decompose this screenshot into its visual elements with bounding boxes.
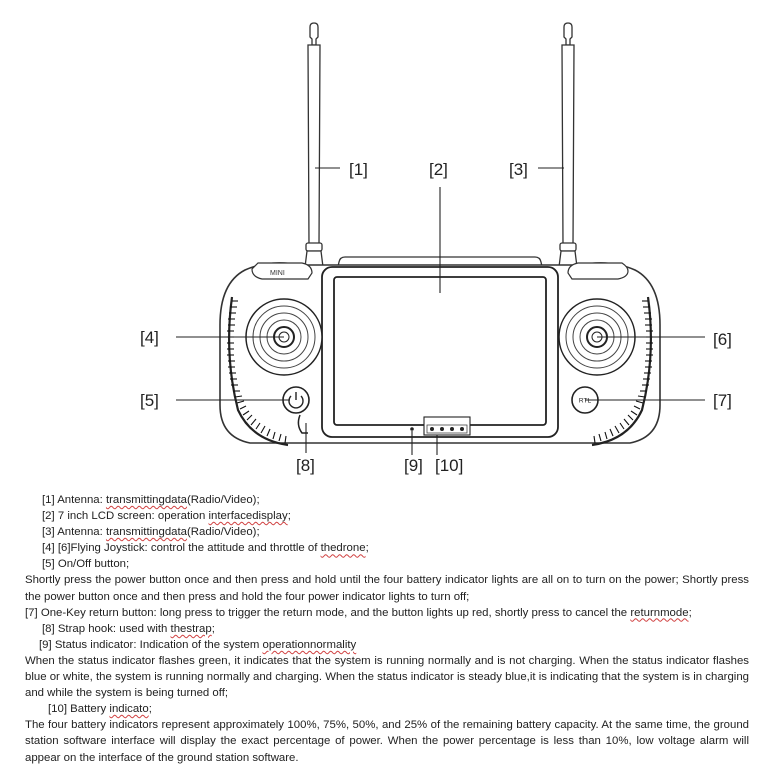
item-antenna-3: [3] Antenna: transmittingdata(Radio/Video);: [42, 526, 260, 539]
callout-7: [7]: [713, 391, 732, 410]
callout-3: [3]: [509, 160, 528, 179]
lcd-screen: [334, 277, 546, 425]
right-antenna: [559, 23, 577, 267]
callout-10: [10]: [435, 456, 464, 475]
controller-illustration: [140, 15, 740, 475]
callout-5: [5]: [140, 391, 159, 410]
paragraph-power: Shortly press the power button once and then press and hold until the four battery indicator lights are all on to turn on the power; Shortly press the power button once and then press and hold the four power indicator lights to turn off;: [25, 574, 749, 603]
battery-indicator-light: [430, 427, 434, 431]
item-onoff-button: [5] On/Off button;: [42, 558, 130, 571]
item-antenna-1: [1] Antenna: transmittingdata(Radio/Video);: [42, 494, 260, 506]
description-text: [25, 492, 749, 766]
rtl-button-label: RTL: [578, 397, 592, 405]
item-lcd-screen: [2] 7 inch LCD screen: operation interfacedisplay;: [42, 510, 291, 523]
callout-8: [8]: [296, 456, 315, 475]
paragraph-battery: The four battery indicators represent approximately 100%, 75%, 50%, and 25% of the remaining battery capacity. At the same time, the ground station software interface will display the exact percentage of power. When the power percentage is less than 10%, low voltage alarm will appear on the interface of the ground station software.: [25, 719, 749, 764]
callout-9: [9]: [404, 456, 423, 475]
item-strap-hook: [8] Strap hook: used with thestrap;: [42, 622, 215, 635]
callout-1: [1]: [349, 160, 368, 179]
device-logo: MINI: [270, 270, 285, 277]
left-antenna: [305, 23, 323, 267]
item-joystick: [4] [6]Flying Joystick: control the attitude and throttle of thedrone;: [42, 542, 369, 555]
battery-indicator-light: [450, 427, 454, 431]
callout-2: [2]: [429, 160, 448, 179]
callout-6: [6]: [713, 330, 732, 349]
item-return-button: [7] One-Key return button: long press to trigger the return mode, and the button lights up red, shortly press to cancel the returnmode;: [25, 606, 692, 619]
paragraph-status: When the status indicator flashes green, it indicates that the system is running normally and is not charging. When the status indicator flashes blue or white, the system is running normally and charging. When the status indicator is steady blue,it is indicating that the system is in charging and while the system is being turned off;: [25, 654, 749, 700]
battery-indicator-light: [440, 427, 444, 431]
item-status-indicator: [9] Status indicator: Indication of the system operationnormality: [39, 638, 357, 651]
callout-4: [4]: [140, 328, 159, 347]
remote-controller-diagram: [140, 15, 740, 475]
battery-indicator-light: [460, 427, 464, 431]
status-indicator-light: [410, 427, 414, 431]
item-battery-indicator: [10] Battery indicato;: [48, 703, 152, 716]
